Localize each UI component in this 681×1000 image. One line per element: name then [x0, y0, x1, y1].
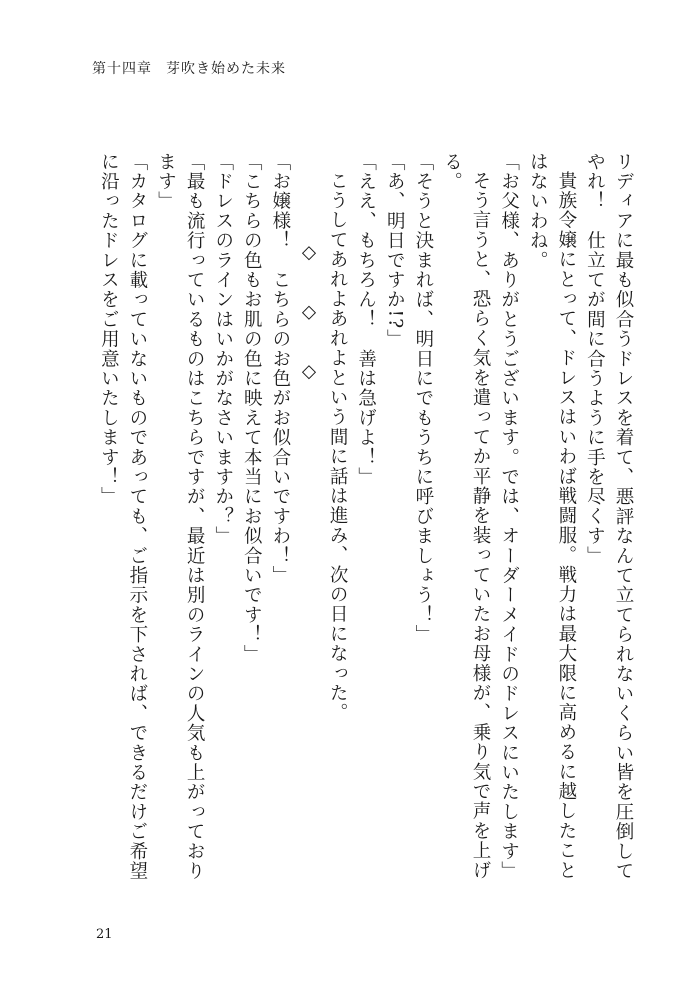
paragraph-3: 「お父様、ありがとうございます。では、オーダーメイドのドレスにいたします」	[498, 152, 520, 881]
paragraph-1: リディアに最も似合うドレスを着て、悪評なんて立てられないくらい皆を圧倒してやれ！ 仕立てが間に合うように手を尽くす」	[584, 152, 634, 881]
paragraph-13: 「最も流行っているものはこちらですが、最近は別のラインの人気も上がっております」	[155, 152, 206, 881]
paragraph-2: 貴族令嬢にとって、ドレスはいわば戦闘服。戦力は最大限に高めるに越したことはないわね。	[527, 152, 577, 880]
paragraph-4: そう言うと、恐らく気を遣ってか平静を装っていたお母様が、乗り気で声を上げる。	[441, 152, 492, 880]
page-number: 21	[96, 927, 113, 942]
paragraph-14: 「カタログに載っていないものであっても、ご指示を下されば、できるだけご希望に沿ったドレスをご用意いたします！」	[98, 152, 148, 881]
scene-separator: ◇ ◇ ◇	[298, 242, 320, 392]
paragraph-7: 「ええ、もちろん！ 善は急げよ！」	[355, 152, 377, 487]
chapter-title: 芽吹き始めた未来	[166, 61, 286, 77]
paragraph-6: 「あ、明日ですか!?」	[384, 152, 406, 350]
chapter-number: 第十四章	[92, 61, 152, 77]
running-header	[92, 58, 286, 78]
paragraph-12: 「ドレスのラインはいかがなさいますか？」	[212, 152, 234, 546]
paragraph-5: 「そうと決まれば、明日にでもうちに呼びましょう！」	[412, 152, 434, 645]
vertical-body-text	[98, 152, 637, 892]
paragraph-8: こうしてあれよあれよという間に話は進み、次の日になった。	[327, 170, 349, 723]
paragraph-11: 「こちらの色もお肌の色に映えて本当にお似合いです！」	[241, 152, 263, 665]
paragraph-10: 「お嬢様！ こちらのお色がお似合いですわ！」	[269, 152, 291, 586]
